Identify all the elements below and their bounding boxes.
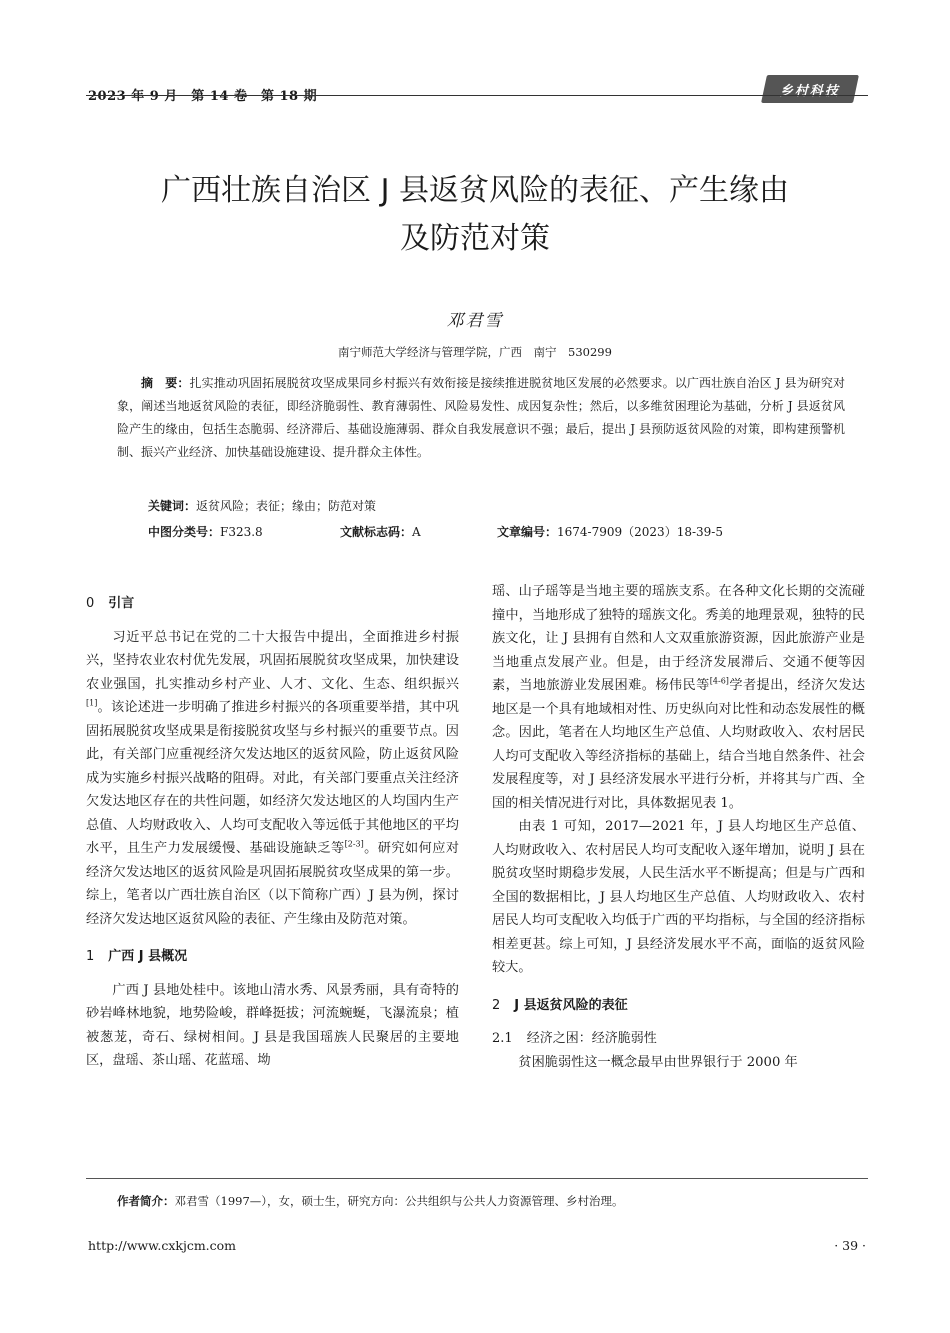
- article-number-value: 1674-7909（2023）18-39-5: [557, 525, 723, 539]
- journal-logo: [761, 75, 859, 103]
- classification: [148, 523, 848, 540]
- author-name: 邓君雪: [446, 311, 504, 331]
- vulnerability-paragraph: 贫困脆弱性这一概念最早由世界银行于 2000 年: [518, 1054, 798, 1070]
- footnote-divider: [86, 1178, 868, 1179]
- affiliation: 南宁师范大学经济与管理学院，广西 南宁 530299: [338, 345, 612, 359]
- abstract: [117, 372, 845, 464]
- citation-4-6[interactable]: [4-6]: [709, 676, 729, 686]
- article-title: [100, 167, 850, 263]
- left-column: [86, 580, 459, 1073]
- page-number: · 39 ·: [834, 1238, 866, 1253]
- footnote-text: 邓君雪（1997—），女，硕士生，研究方向：公共组织与公共人力资源管理、乡村治理。: [174, 1194, 624, 1208]
- author-bio-footnote: [117, 1193, 624, 1209]
- article-number-label: 文章编号：: [497, 525, 558, 539]
- section-heading-2: 2 J 县返贫风险的表征: [492, 997, 628, 1013]
- overview-paragraph-cont: 瑶、山子瑶等是当地主要的瑶族支系。在各种文化长期的交流碰撞中，当地形成了独特的瑶族文化。秀美的地理景观，独特的民族文化，让 J 县拥有自然和人文双重旅游资源，因此旅游产业是当地重点发展产业。但是，由于经济发展滞后、交通不便等因素，当地旅游业发展困难。杨伟民等[4-6]学者提出，经济欠发达地区是一个具有地域相对性、历史纵向对比性和动态发展性的概念。因此，笔者在人均地区生产总值、人均财政收入、农村居民人均可支配收入等经济指标的基础上，结合当地自然条件、社会发展程度等，对 J 县经济发展水平进行分析，并将其与广西、全国的相关情况进行对比，具体数据见表 1。: [492, 584, 866, 811]
- title-line-2: 及防范对策: [400, 221, 550, 256]
- journal-url[interactable]: http://www.cxkjcm.com: [88, 1238, 237, 1253]
- journal-name: 乡村科技: [779, 83, 840, 99]
- overview-paragraph-start: 广西 J 县地处桂中。该地山清水秀、风景秀丽，具有奇特的砂岩峰林地貌，地势险峻，群峰挺拔；河流蜿蜒，飞瀑流泉；植被葱茏，奇石、绿树相间。J 县是我国瑶族人民聚居的主要地区，盘瑶、茶山瑶、花蓝瑶、坳: [86, 982, 459, 1068]
- abstract-text: 扎实推动巩固拓展脱贫攻坚成果同乡村振兴有效衔接是接续推进脱贫地区发展的必然要求。以广西壮族自治区 J 县为研究对象，阐述当地返贫风险的表征，即经济脆弱性、教育薄弱性、风险易发性、成因复杂性；然后，以多维贫困理论为基础，分析 J 县返贫风险产生的缘由，包括生态脆弱、经济滞后、基础设施薄弱、群众自我发展意识不强；最后，提出 J 县预防返贫风险的对策，即构建预警机制、振兴产业经济、加快基础设施建设、提升群众主体性。: [117, 376, 845, 459]
- abstract-label: 摘 要：: [141, 376, 190, 390]
- clc-value: F323.8: [220, 525, 263, 539]
- footnote-label: 作者简介：: [117, 1194, 175, 1208]
- keywords-label: 关键词：: [148, 499, 197, 513]
- issue-info: 2023 年 9 月 第 14 卷 第 18 期: [88, 89, 318, 104]
- right-column: [492, 580, 865, 1074]
- header-divider: [86, 95, 868, 96]
- doc-code-value: A: [412, 525, 421, 539]
- citation-1[interactable]: [1]: [86, 698, 98, 708]
- citation-2-3[interactable]: [2-3]: [344, 839, 364, 849]
- table-analysis-paragraph: 由表 1 可知，2017—2021 年，J 县人均地区生产总值、人均财政收入、农村居民人均可支配收入逐年增加，说明 J 县在脱贫攻坚时期稳步发展，人民生活水平不断提高；但是与广西和全国的数据相比，J 县人均地区生产总值、人均财政收入、农村居民人均可支配收入均低于广西的平均指标，与全国的经济指标相差更甚。综上可知，J 县经济发展水平不高，面临的返贫风险较大。: [492, 819, 865, 975]
- intro-paragraph: 习近平总书记在党的二十大报告中提出，全面推进乡村振兴，坚持农业农村优先发展，巩固拓展脱贫攻坚成果，加快建设农业强国，扎实推动乡村产业、人才、文化、生态、组织振兴[1]。该论述进一步明确了推进乡村振兴的各项重要举措，其中巩固拓展脱贫攻坚成果是衔接脱贫攻坚与乡村振兴的重要节点。因此，有关部门应重视经济欠发达地区的返贫风险，防止返贫风险成为实施乡村振兴战略的阻碍。对此，有关部门要重点关注经济欠发达地区存在的共性问题，如经济欠发达地区的人均国内生产总值、人均财政收入、人均可支配收入等远低于其他地区的平均水平，且生产力发展缓慢、基础设施缺乏等[2-3]。研究如何应对经济欠发达地区的返贫风险是巩固拓展脱贫攻坚成果的第一步。综上，笔者以广西壮族自治区（以下简称广西）J 县为例，探讨经济欠发达地区返贫风险的表征、产生缘由及防范对策。: [86, 629, 460, 927]
- section-heading-1: 1 广西 J 县概况: [86, 949, 188, 964]
- doc-code-label: 文献标志码：: [340, 525, 413, 539]
- keywords: [148, 497, 376, 514]
- clc-label: 中图分类号：: [148, 525, 221, 539]
- keywords-text: 返贫风险；表征；缘由；防范对策: [196, 499, 377, 513]
- section-heading-0: 0 引言: [86, 596, 135, 611]
- subsection-heading-2-1: 2.1 经济之困：经济脆弱性: [492, 1031, 657, 1046]
- title-line-1: 广西壮族自治区 J 县返贫风险的表征、产生缘由: [161, 173, 789, 208]
